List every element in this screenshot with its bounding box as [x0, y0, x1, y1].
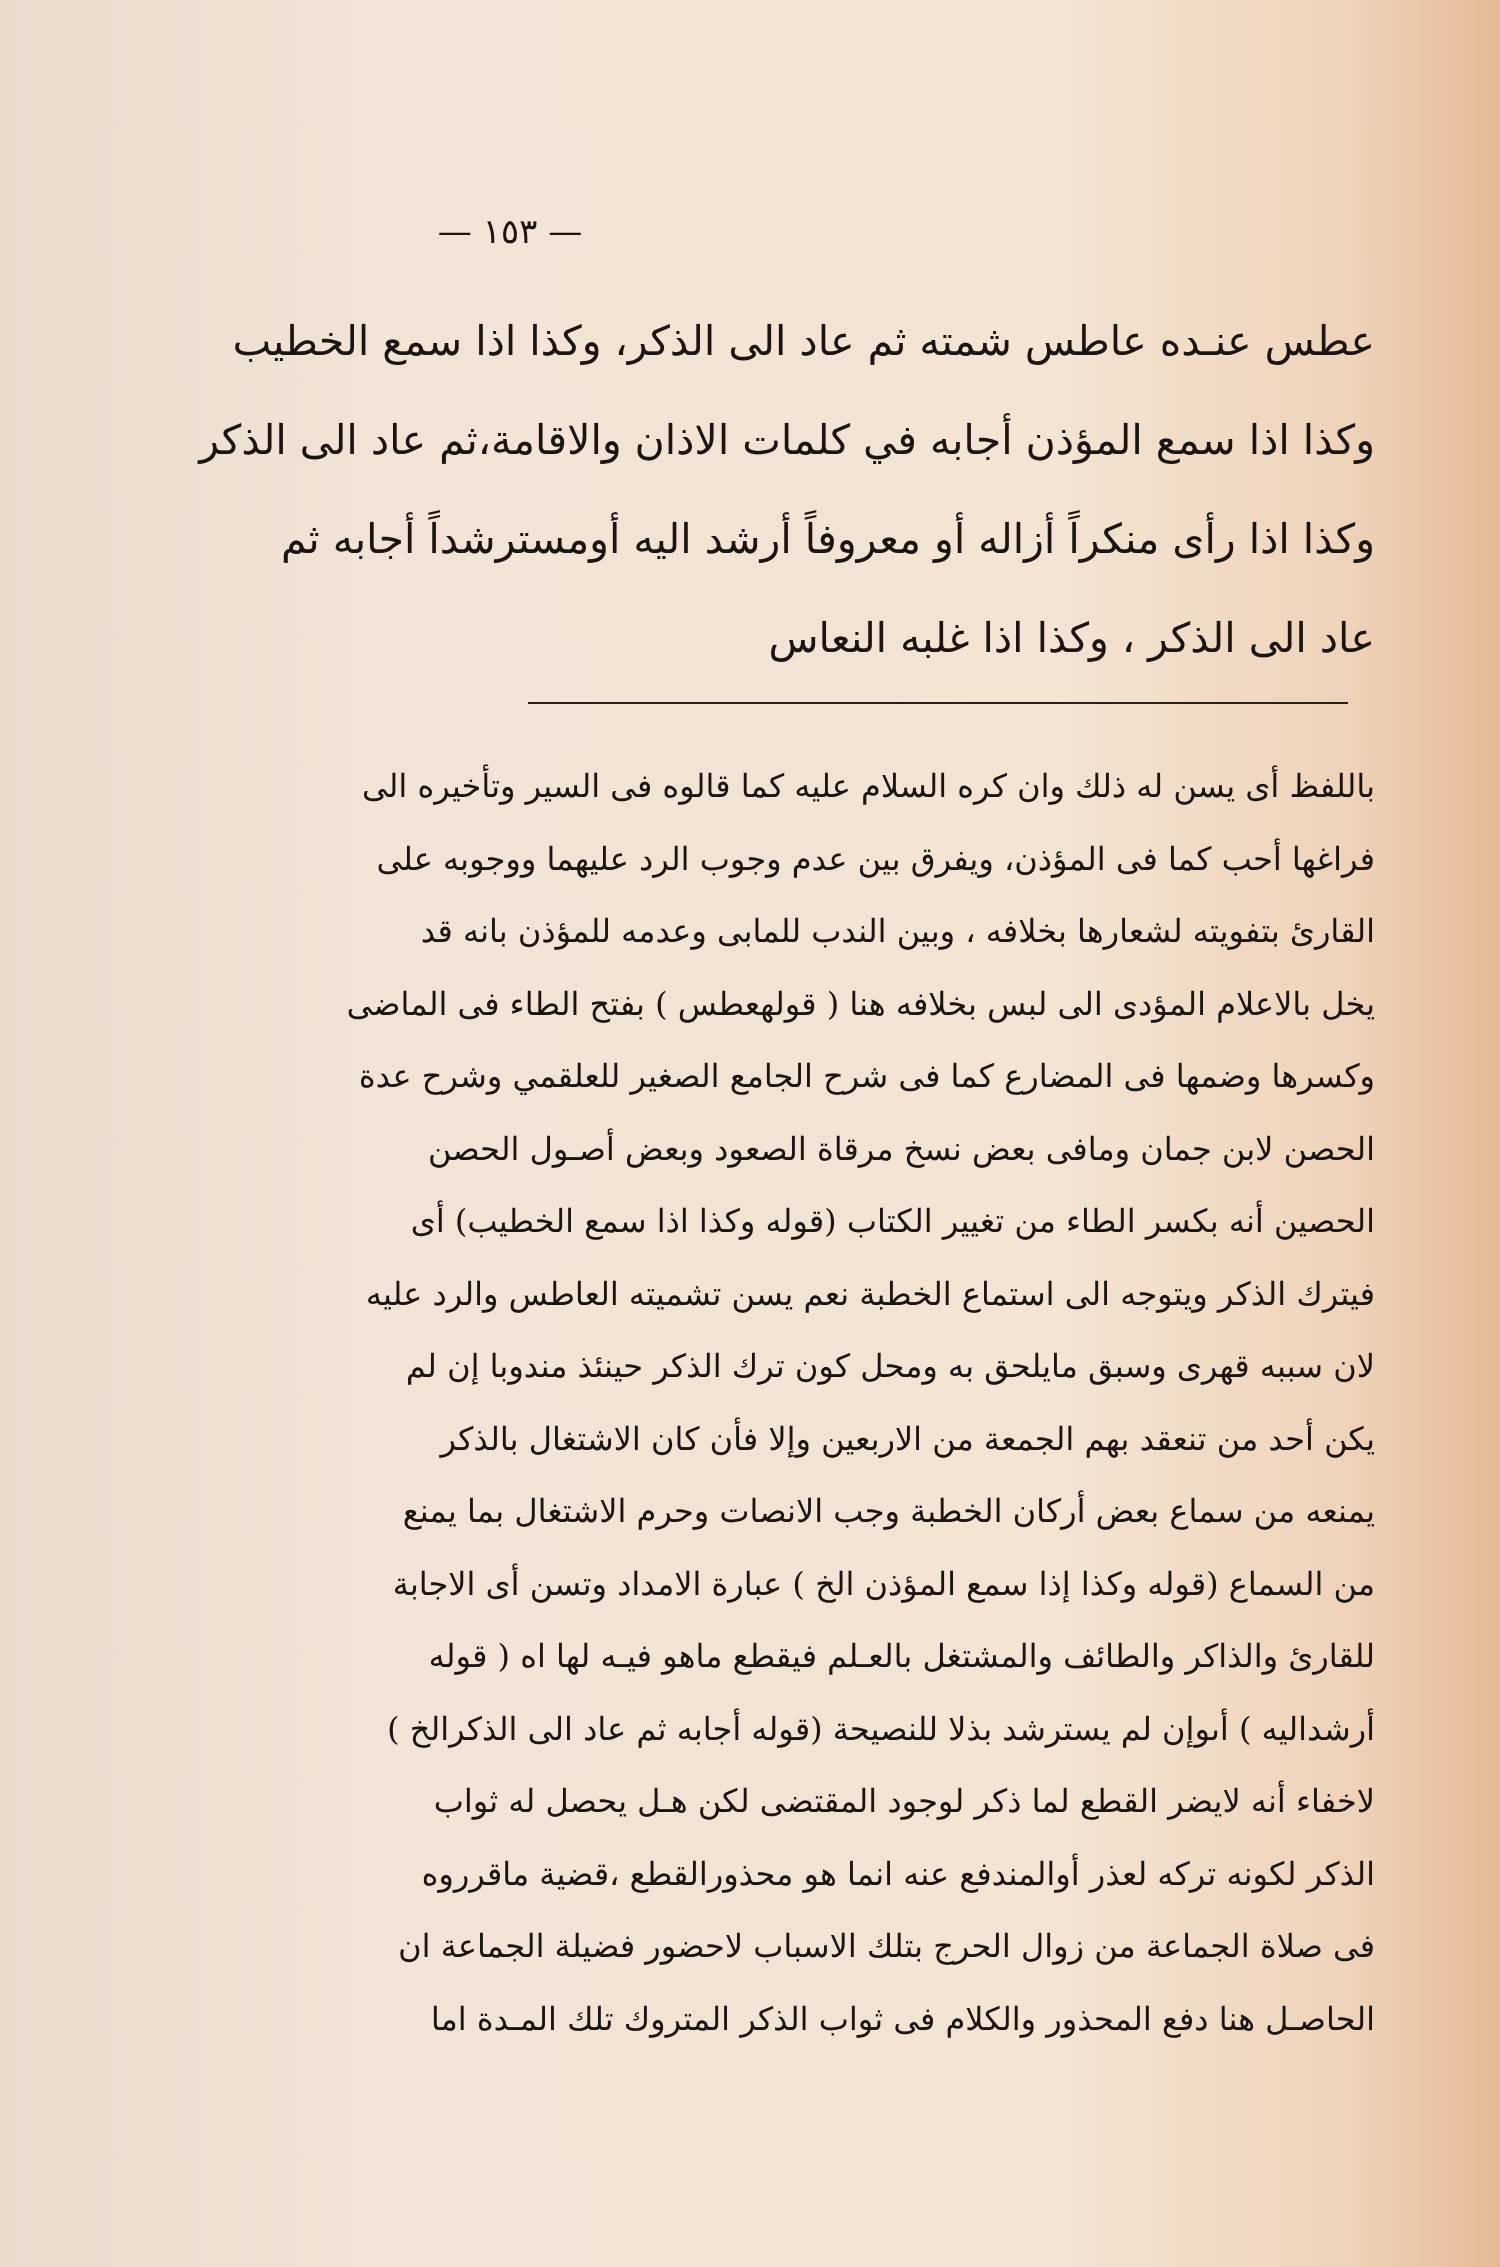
commentary-line: الحصين أنه بكسر الطاء من تغيير الكتاب (قوله وكذا اذا سمع الخطيب) أى [410, 1202, 1375, 1240]
main-text [199, 292, 1375, 688]
commentary-line: فيترك الذكر ويتوجه الى استماع الخطبة نعم يسن تشميته العاطس والرد عليه [365, 1274, 1375, 1313]
commentary-line: باللفظ أى يسن له ذلك وان كره السلام عليه كما قالوه فى السير وتأخيره الى [361, 767, 1375, 805]
commentary-line: أرشداليه ) أىوإن لم يسترشد بذلا للنصيحة (قوله أجابه ثم عاد الى الذكرالخ ) [387, 1709, 1375, 1748]
main-text-line: وكذا اذا سمع المؤذن أجابه في كلمات الاذان والاقامة،ثم عاد الى الذكر [199, 416, 1375, 464]
main-text-line: وكذا اذا رأى منكراً أزاله أو معروفاً أرشد اليه أومسترشداً أجابه ثم [280, 515, 1375, 563]
commentary-line: للقارئ والذاكر والطائف والمشتغل بالعـلم فيقطع ماهو فيـه لها اه ( قوله [428, 1637, 1375, 1675]
commentary-line: يخل بالاعلام المؤدى الى لبس بخلافه هنا ( قولهعطس ) بفتح الطاء فى الماضى [346, 984, 1375, 1023]
main-text-line: عاد الى الذكر ، وكذا اذا غلبه النعاس [768, 614, 1375, 662]
commentary-line: الذكر لكونه تركه لعذر أوالمندفع عنه انما هو محذورالقطع ،قضية ماقرروه [421, 1854, 1375, 1893]
commentary-line: من السماع (قوله وكذا إذا سمع المؤذن الخ ) عبارة الامداد وتسن أى الاجابة [392, 1564, 1375, 1603]
commentary-line: الحصن لابن جمان ومافى بعض نسخ مرقاة الصعود وبعض أصـول الحصن [428, 1129, 1375, 1168]
commentary-text [345, 750, 1375, 2055]
commentary-line: وكسرها وضمها فى المضارع كما فى شرح الجامع الصغير للعلقمي وشرح عدة [358, 1057, 1375, 1095]
commentary-line: فى صلاة الجماعة من زوال الحرج بتلك الاسباب لاحضور فضيلة الجماعة ان [398, 1927, 1375, 1965]
commentary-line: الحاصـل هنا دفع المحذور والكلام فى ثواب الذكر المتروك تلك المـدة اما [430, 1999, 1375, 2038]
section-divider [528, 702, 1348, 704]
commentary-line: يمنعه من سماع بعض أركان الخطبة وجب الانصات وحرم الاشتغال بما يمنع [402, 1492, 1375, 1530]
commentary-line: فراغها أحب كما فى المؤذن، ويفرق بين عدم وجوب الرد عليهما ووجوبه على [376, 839, 1375, 878]
main-text-line: عطس عنـده عاطس شمته ثم عاد الى الذكر، وكذا اذا سمع الخطيب [232, 317, 1375, 365]
page-number: — ١٥٣ — [437, 212, 583, 252]
commentary-line: يكن أحد من تنعقد بهم الجمعة من الاربعين وإلا فأن كان الاشتغال بالذكر [440, 1419, 1375, 1458]
commentary-line: القارئ بتفويته لشعارها بخلافه ، وبين الندب للمابى وعدمه للمؤذن بانه قد [420, 912, 1375, 950]
commentary-line: لان سببه قهرى وسبق مايلحق به ومحل كون ترك الذكر حينئذ مندوبا إن لم [405, 1347, 1375, 1385]
commentary-line: لاخفاء أنه لايضر القطع لما ذكر لوجود المقتضى لكن هـل يحصل له ثواب [433, 1782, 1375, 1820]
